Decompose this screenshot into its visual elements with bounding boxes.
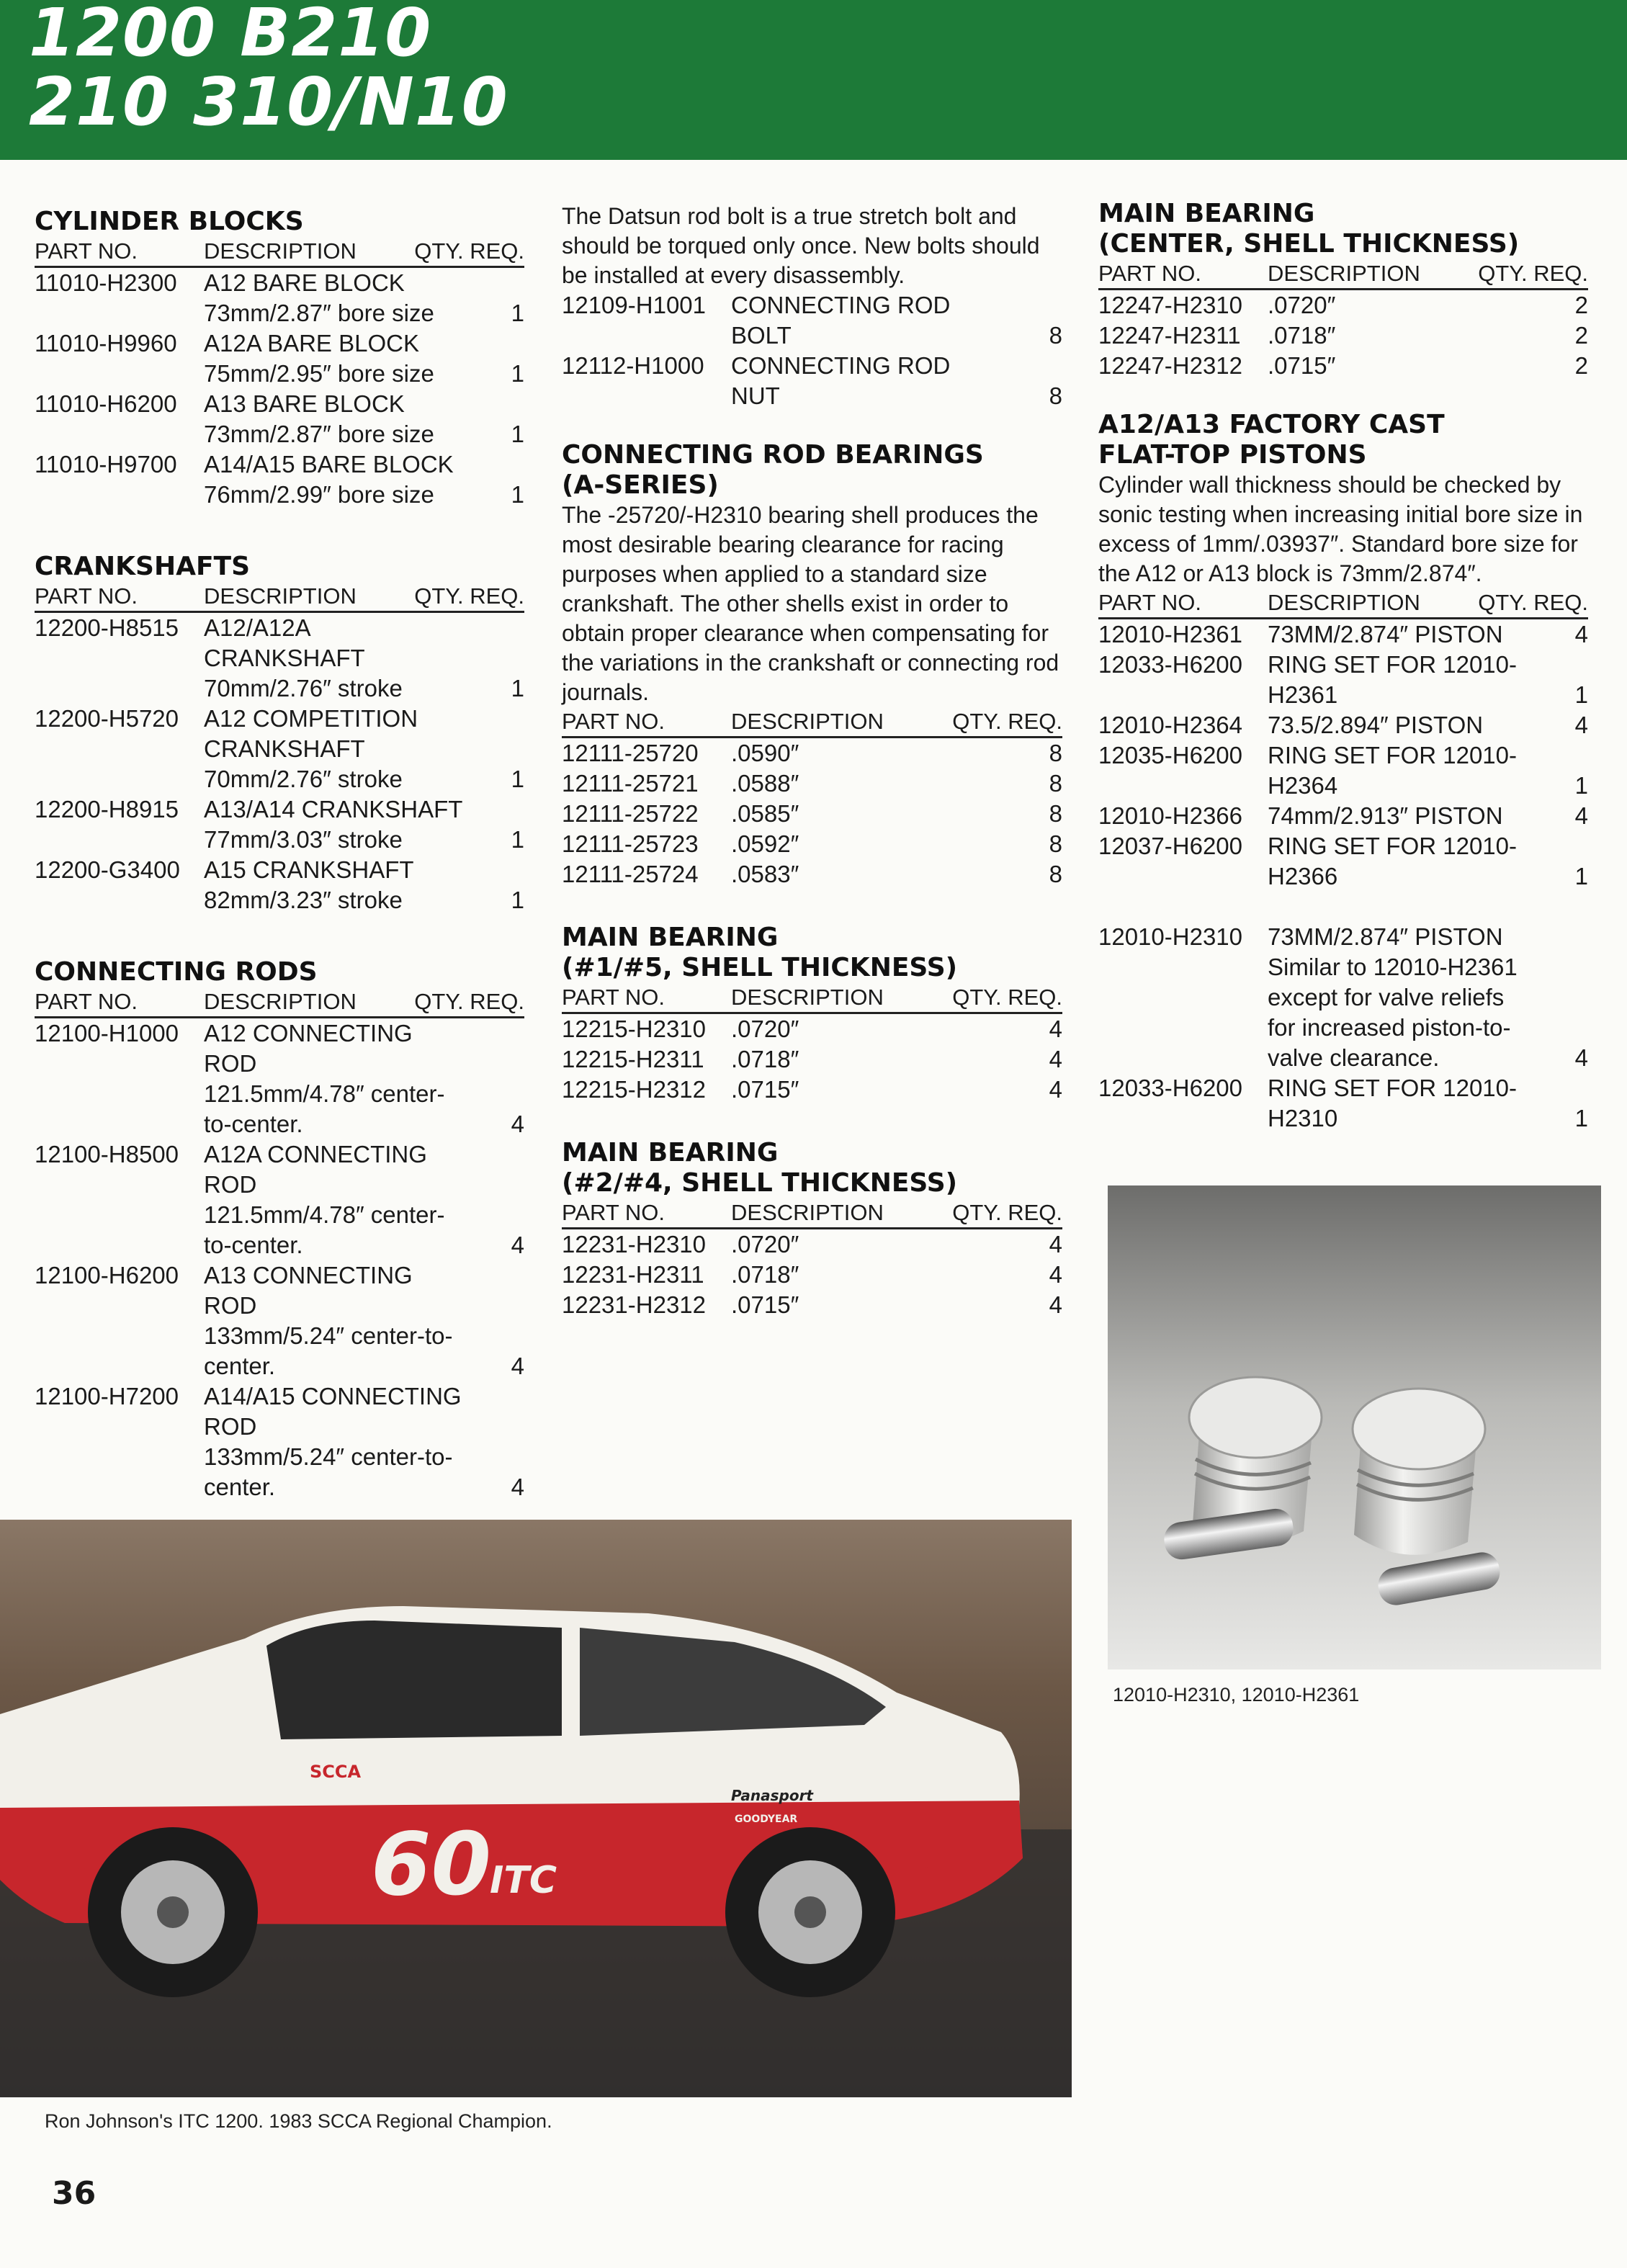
col-qty: QTY. REQ. <box>952 709 1062 734</box>
description-line: RING SET FOR 12010- <box>1268 742 1518 768</box>
description-line: .0585″ <box>731 800 799 827</box>
quantity: 4 <box>1049 1261 1062 1288</box>
description-line: A15 CRANKSHAFT <box>204 856 414 883</box>
col-description: DESCRIPTION <box>204 989 357 1014</box>
part-description <box>1268 290 1559 321</box>
part-number: 12037-H6200 <box>1098 833 1242 859</box>
table-main-bearing-center <box>1098 290 1588 381</box>
col-description: DESCRIPTION <box>1268 261 1420 286</box>
table-row <box>1098 801 1588 831</box>
description-line: .0720″ <box>1268 292 1336 318</box>
part-number: 12247-H2310 <box>1098 292 1242 318</box>
description-line: 82mm/3.23″ stroke <box>204 887 403 913</box>
description-line: .0718″ <box>731 1046 799 1072</box>
part-description <box>1268 801 1559 831</box>
page-header-banner <box>0 0 1627 160</box>
part-number: 12033-H6200 <box>1098 1075 1242 1101</box>
table-header <box>35 583 524 613</box>
description-line: A13 CONNECTING <box>204 1262 413 1288</box>
table-cylinder-blocks <box>35 268 524 510</box>
part-number: 12010-H2366 <box>1098 802 1242 829</box>
part-number: 12111-25723 <box>562 830 699 857</box>
description-line: CONNECTING ROD <box>731 352 951 379</box>
part-description <box>731 1260 1034 1290</box>
piston-photo <box>1108 1185 1601 1669</box>
table-row <box>562 1075 1062 1105</box>
description-line: A12 BARE BLOCK <box>204 269 405 296</box>
description-line: 73MM/2.874″ PISTON <box>1268 923 1503 950</box>
table-rod-bearings <box>562 738 1062 889</box>
quantity: 4 <box>1049 1231 1062 1258</box>
section-title-main-bearing-15: MAIN BEARING <box>562 923 779 952</box>
table-row <box>35 1381 524 1502</box>
description-line: RING SET FOR 12010- <box>1268 833 1518 859</box>
part-number: 12200-H8515 <box>35 614 179 641</box>
table-crankshafts <box>35 613 524 915</box>
table-row <box>35 1018 524 1139</box>
table-pistons <box>1098 619 1588 892</box>
quantity: 4 <box>1049 1016 1062 1042</box>
part-number: 11010-H9700 <box>35 451 177 478</box>
table-row <box>562 290 1062 351</box>
table-row <box>1098 619 1588 650</box>
description-line: 77mm/3.03″ stroke <box>204 826 403 853</box>
part-description <box>731 799 1034 829</box>
header-title-line1: 1200 B210 <box>29 0 432 71</box>
part-number: 12200-G3400 <box>35 856 180 883</box>
table-row <box>35 855 524 915</box>
description-line: H2310 <box>1268 1105 1338 1131</box>
table-pistons-2 <box>1098 922 1588 1134</box>
part-number: 12215-H2312 <box>562 1076 706 1103</box>
description-line: .0715″ <box>1268 352 1336 379</box>
part-description <box>731 1229 1034 1260</box>
section-subtitle-main-bearing-center: (CENTER, SHELL THICKNESS) <box>1098 229 1520 259</box>
table-row <box>562 799 1062 829</box>
description-line: 121.5mm/4.78″ center- <box>204 1201 445 1228</box>
car-class: ITC <box>490 1859 557 1902</box>
part-description <box>204 704 496 794</box>
quantity: 8 <box>1049 800 1062 827</box>
section-title-cylinder-blocks: CYLINDER BLOCKS <box>35 207 304 236</box>
column-left <box>35 207 524 1502</box>
col-part-no: PART NO. <box>562 985 665 1010</box>
description-line: 73MM/2.874″ PISTON <box>1268 621 1503 647</box>
quantity: 4 <box>1574 621 1588 647</box>
table-row <box>35 328 524 389</box>
part-description <box>204 268 496 328</box>
table-row <box>35 613 524 704</box>
table-header <box>1098 590 1588 619</box>
table-row <box>1098 710 1588 740</box>
col-qty: QTY. REQ. <box>414 989 524 1014</box>
table-row <box>35 794 524 855</box>
part-number: 12100-H1000 <box>35 1020 179 1046</box>
table-row <box>562 1260 1062 1290</box>
description-line: center. <box>204 1353 276 1379</box>
table-row <box>1098 351 1588 381</box>
table-row <box>1098 831 1588 892</box>
quantity: 8 <box>1049 382 1062 409</box>
part-number: 11010-H6200 <box>35 390 177 417</box>
col-part-no: PART NO. <box>35 238 138 264</box>
quantity: 2 <box>1574 352 1588 379</box>
description-line: valve clearance. <box>1268 1044 1440 1071</box>
section-title-main-bearing-center: MAIN BEARING <box>1098 199 1315 228</box>
description-line: A14/A15 CONNECTING <box>204 1383 462 1409</box>
section-title-rod-bearings: CONNECTING ROD BEARINGS <box>562 440 984 470</box>
part-description <box>204 449 496 510</box>
part-number: 12010-H2364 <box>1098 712 1242 738</box>
part-number: 12010-H2361 <box>1098 621 1242 647</box>
col-qty: QTY. REQ. <box>952 985 1062 1010</box>
table-row <box>1098 650 1588 710</box>
quantity: 4 <box>511 1353 524 1379</box>
description-line: 133mm/5.24″ center-to- <box>204 1443 453 1470</box>
description-line: center. <box>204 1474 276 1500</box>
quantity: 8 <box>1049 861 1062 887</box>
part-description <box>1268 619 1559 650</box>
col-part-no: PART NO. <box>35 583 138 609</box>
description-line: .0588″ <box>731 770 799 797</box>
description-line: .0715″ <box>731 1076 799 1103</box>
description-line: 73mm/2.87″ bore size <box>204 300 434 326</box>
table-header <box>562 1200 1062 1229</box>
table-row <box>35 389 524 449</box>
table-row <box>35 449 524 510</box>
part-description <box>204 389 496 449</box>
part-description <box>731 351 1034 411</box>
section-title-pistons: A12/A13 FACTORY CAST <box>1098 410 1445 439</box>
part-description <box>1268 321 1559 351</box>
table-main-bearing-15 <box>562 1014 1062 1105</box>
quantity: 1 <box>511 675 524 702</box>
description-line: A13 BARE BLOCK <box>204 390 405 417</box>
quantity: 8 <box>1049 322 1062 349</box>
part-number: 12200-H5720 <box>35 705 179 732</box>
part-description <box>204 1260 496 1381</box>
description-line: Similar to 12010-H2361 <box>1268 954 1518 980</box>
description-line: .0715″ <box>731 1291 799 1318</box>
part-number: 12215-H2310 <box>562 1016 706 1042</box>
col-part-no: PART NO. <box>35 989 138 1014</box>
table-row <box>1098 922 1588 1073</box>
part-number: 12100-H7200 <box>35 1383 179 1409</box>
part-number: 12111-25722 <box>562 800 699 827</box>
section-subtitle-rod-bearings: (A-SERIES) <box>562 470 719 500</box>
description-line: A12 COMPETITION <box>204 705 418 732</box>
table-connecting-rods <box>35 1018 524 1502</box>
quantity: 1 <box>511 360 524 387</box>
quantity: 1 <box>511 766 524 792</box>
part-number: 12231-H2312 <box>562 1291 706 1318</box>
table-header <box>35 989 524 1018</box>
part-description <box>204 794 496 855</box>
description-line: 121.5mm/4.78″ center- <box>204 1080 445 1107</box>
description-line: RING SET FOR 12010- <box>1268 651 1518 678</box>
description-line: .0592″ <box>731 830 799 857</box>
description-line: to-center. <box>204 1232 303 1258</box>
quantity: 1 <box>511 300 524 326</box>
header-title-line2: 210 310/N10 <box>29 63 508 140</box>
table-main-bearing-24 <box>562 1229 1062 1320</box>
part-number: 12100-H6200 <box>35 1262 179 1288</box>
part-number: 12109-H1001 <box>562 292 706 318</box>
part-number: 12231-H2310 <box>562 1231 706 1258</box>
quantity: 8 <box>1049 740 1062 766</box>
description-line: CRANKSHAFT <box>204 645 365 671</box>
table-row <box>35 704 524 794</box>
col-qty: QTY. REQ. <box>952 1200 1062 1225</box>
part-description <box>1268 1073 1559 1134</box>
quantity: 4 <box>511 1111 524 1137</box>
pistons-intro: Cylinder wall thickness should be checked by sonic testing when increasing initial bore size in excess of 1mm/.03937″. Standard bore size for the A12 or A13 block is 73mm/2.874″. <box>1098 472 1583 586</box>
piston-caption: 12010-H2310, 12010-H2361 <box>1113 1684 1360 1706</box>
part-description <box>204 1139 496 1260</box>
quantity: 8 <box>1049 830 1062 857</box>
description-line: CONNECTING ROD <box>731 292 951 318</box>
race-car-photo <box>0 1520 1072 2097</box>
section-subtitle-pistons: FLAT-TOP PISTONS <box>1098 440 1367 470</box>
description-line: .0718″ <box>1268 322 1336 349</box>
description-line: 70mm/2.76″ stroke <box>204 675 403 702</box>
col-qty: QTY. REQ. <box>1478 261 1588 286</box>
part-description <box>731 768 1034 799</box>
piston-right <box>1353 1389 1485 1555</box>
part-description <box>204 1018 496 1139</box>
description-line: 74mm/2.913″ PISTON <box>1268 802 1503 829</box>
column-middle <box>562 202 1062 1320</box>
quantity: 1 <box>511 887 524 913</box>
col-qty: QTY. REQ. <box>1478 590 1588 615</box>
description-line: 75mm/2.95″ bore size <box>204 360 434 387</box>
part-number: 12111-25720 <box>562 740 699 766</box>
description-line: H2366 <box>1268 863 1338 889</box>
description-line: A14/A15 BARE BLOCK <box>204 451 454 478</box>
part-number: 11010-H9960 <box>35 330 177 357</box>
description-line: RING SET FOR 12010- <box>1268 1075 1518 1101</box>
description-line: CRANKSHAFT <box>204 735 365 762</box>
part-number: 11010-H2300 <box>35 269 177 296</box>
part-number: 12200-H8915 <box>35 796 179 823</box>
part-description <box>1268 831 1559 892</box>
description-line: to-center. <box>204 1111 303 1137</box>
table-row <box>562 1290 1062 1320</box>
part-description <box>731 1014 1034 1044</box>
quantity: 4 <box>511 1474 524 1500</box>
description-line: .0720″ <box>731 1016 799 1042</box>
quantity: 4 <box>511 1232 524 1258</box>
table-row <box>35 1260 524 1381</box>
description-line: 73.5/2.894″ PISTON <box>1268 712 1484 738</box>
description-line: for increased piston-to- <box>1268 1014 1511 1041</box>
part-description <box>1268 710 1559 740</box>
part-number: 12010-H2310 <box>1098 923 1242 950</box>
part-number: 12035-H6200 <box>1098 742 1242 768</box>
part-number: 12033-H6200 <box>1098 651 1242 678</box>
section-subtitle-main-bearing-24: (#2/#4, SHELL THICKNESS) <box>562 1168 958 1198</box>
section-title-main-bearing-24: MAIN BEARING <box>562 1138 779 1167</box>
description-line: .0720″ <box>731 1231 799 1258</box>
table-row <box>35 1139 524 1260</box>
piston-illustration <box>1108 1185 1601 1669</box>
description-line: 133mm/5.24″ center-to- <box>204 1322 453 1349</box>
quantity: 2 <box>1574 292 1588 318</box>
part-number: 12111-25724 <box>562 861 699 887</box>
part-description <box>1268 650 1559 710</box>
part-description <box>1268 740 1559 801</box>
quantity: 1 <box>1574 1105 1588 1131</box>
description-line: .0583″ <box>731 861 799 887</box>
part-description <box>204 328 496 389</box>
description-line: A13/A14 CRANKSHAFT <box>204 796 463 823</box>
table-row <box>562 859 1062 889</box>
col-description: DESCRIPTION <box>204 238 357 264</box>
col-qty: QTY. REQ. <box>414 583 524 609</box>
col-description: DESCRIPTION <box>731 1200 884 1225</box>
car-sticker-scca: SCCA <box>310 1762 362 1782</box>
part-description <box>204 855 496 915</box>
col-qty: QTY. REQ. <box>414 238 524 264</box>
description-line: BOLT <box>731 322 792 349</box>
part-description <box>731 829 1034 859</box>
col-description: DESCRIPTION <box>204 583 357 609</box>
description-line: A12 CONNECTING <box>204 1020 413 1046</box>
table-row <box>1098 1073 1588 1134</box>
part-description <box>204 1381 496 1502</box>
part-description <box>731 1044 1034 1075</box>
col-description: DESCRIPTION <box>731 985 884 1010</box>
section-title-crankshafts: CRANKSHAFTS <box>35 552 251 581</box>
car-sponsor-1: Panasport <box>731 1787 813 1804</box>
part-number: 12111-25721 <box>562 770 699 797</box>
table-header <box>35 238 524 268</box>
description-line: 76mm/2.99″ bore size <box>204 481 434 508</box>
col-part-no: PART NO. <box>1098 590 1201 615</box>
part-number: 12112-H1000 <box>562 352 704 379</box>
description-line: ROD <box>204 1292 257 1319</box>
part-description <box>731 290 1034 351</box>
part-description <box>731 1290 1034 1320</box>
col-part-no: PART NO. <box>562 1200 665 1225</box>
race-car-illustration <box>0 1520 1072 2097</box>
table-row <box>35 268 524 328</box>
section-title-connecting-rods: CONNECTING RODS <box>35 957 318 987</box>
quantity: 1 <box>1574 681 1588 708</box>
part-description <box>731 859 1034 889</box>
quantity: 4 <box>1574 802 1588 829</box>
quantity: 4 <box>1049 1046 1062 1072</box>
section-subtitle-main-bearing-15: (#1/#5, SHELL THICKNESS) <box>562 953 958 982</box>
table-row <box>562 1014 1062 1044</box>
table-row <box>562 351 1062 411</box>
part-description <box>731 1075 1034 1105</box>
description-line: 73mm/2.87″ bore size <box>204 421 434 447</box>
table-row <box>562 829 1062 859</box>
part-number: 12247-H2311 <box>1098 322 1241 349</box>
quantity: 2 <box>1574 322 1588 349</box>
table-header <box>562 709 1062 738</box>
part-number: 12247-H2312 <box>1098 352 1242 379</box>
part-number: 12231-H2311 <box>562 1261 704 1288</box>
part-description <box>731 738 1034 768</box>
quantity: 4 <box>1049 1291 1062 1318</box>
description-line: ROD <box>204 1171 257 1198</box>
quantity: 1 <box>1574 772 1588 799</box>
table-row <box>1098 321 1588 351</box>
quantity: 1 <box>511 481 524 508</box>
table-row <box>1098 740 1588 801</box>
table-row <box>562 738 1062 768</box>
description-line: .0718″ <box>731 1261 799 1288</box>
description-line: H2364 <box>1268 772 1338 799</box>
table-row <box>562 1044 1062 1075</box>
quantity: 8 <box>1049 770 1062 797</box>
table-header <box>1098 261 1588 290</box>
part-description <box>1268 351 1559 381</box>
car-caption: Ron Johnson's ITC 1200. 1983 SCCA Regional Champion. <box>45 2110 552 2132</box>
part-number: 12215-H2311 <box>562 1046 704 1072</box>
description-line: A12A CONNECTING <box>204 1141 427 1167</box>
rod-bolt-intro: The Datsun rod bolt is a true stretch bolt and should be torqued only once. New bolts should be installed at every disassembly. <box>562 203 1040 288</box>
col-description: DESCRIPTION <box>731 709 884 734</box>
description-line: NUT <box>731 382 780 409</box>
table-row <box>562 768 1062 799</box>
part-description <box>1268 922 1559 1073</box>
quantity: 1 <box>511 421 524 447</box>
quantity: 4 <box>1049 1076 1062 1103</box>
description-line: A12/A12A <box>204 614 311 641</box>
car-number: 60 <box>371 1815 491 1915</box>
quantity: 1 <box>1574 863 1588 889</box>
description-line: H2361 <box>1268 681 1338 708</box>
page-number: 36 <box>52 2175 97 2212</box>
description-line: .0590″ <box>731 740 799 766</box>
table-row <box>1098 290 1588 321</box>
part-number: 12100-H8500 <box>35 1141 179 1167</box>
description-line: except for valve reliefs <box>1268 984 1505 1010</box>
col-part-no: PART NO. <box>562 709 665 734</box>
quantity: 4 <box>1574 1044 1588 1071</box>
column-right <box>1098 199 1588 1134</box>
table-rod-bolt <box>562 290 1062 411</box>
rod-bearings-intro: The -25720/-H2310 bearing shell produces the most desirable bearing clearance for racing purposes when applied to a standard size crankshaft. The other shells exist in order to obtain proper clearance when compensating for the variations in the crankshaft or connecting rod journals. <box>562 502 1059 705</box>
description-line: ROD <box>204 1050 257 1077</box>
quantity: 4 <box>1574 712 1588 738</box>
description-line: A12A BARE BLOCK <box>204 330 419 357</box>
col-description: DESCRIPTION <box>1268 590 1420 615</box>
col-part-no: PART NO. <box>1098 261 1201 286</box>
quantity: 1 <box>511 826 524 853</box>
description-line: ROD <box>204 1413 257 1440</box>
table-row <box>562 1229 1062 1260</box>
table-header <box>562 985 1062 1014</box>
part-description <box>204 613 496 704</box>
car-sponsor-2: GOODYEAR <box>735 1814 798 1825</box>
description-line: 70mm/2.76″ stroke <box>204 766 403 792</box>
